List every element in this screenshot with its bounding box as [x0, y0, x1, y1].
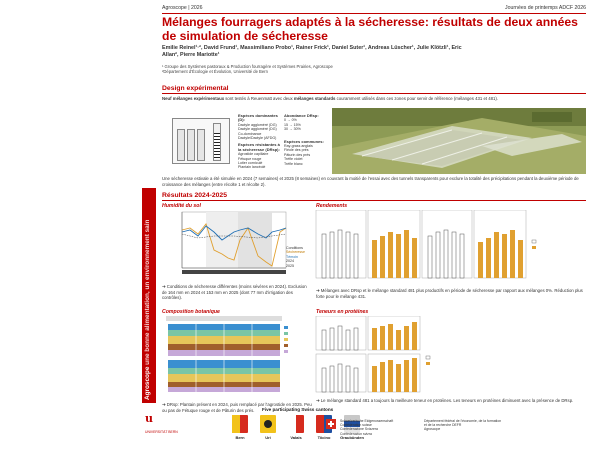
legend-item: Lotier corniculé [238, 161, 263, 166]
federal-line: Confederaziun svizra [340, 431, 372, 436]
legend-item: Trèfle blanc [284, 161, 303, 166]
unibe-logo-text: UNIVERSITÄT BERN [145, 430, 178, 434]
federal-line: Confédération suisse [340, 423, 372, 428]
proteines-bullet: ➔ Le mélange standard 481 a toujours la meilleure teneur en protéines. Les teneurs en protéines diminuent avec la présence de DRsp. [316, 398, 574, 403]
org-label: Agroscope | 2026 [162, 5, 203, 11]
legend-item: 2025 [286, 263, 294, 268]
agroscope-tagline: une bonne alimentation, un environnement sain [144, 219, 151, 365]
composition-legend [284, 326, 288, 353]
legend-item: 15 → 15% [284, 122, 301, 127]
legend-head-r: Espèces résistantes à la sécheresse (DRsp): [238, 142, 280, 152]
proteines-chart [314, 316, 586, 394]
field-photo-svg [332, 108, 586, 174]
event-label: Journées de printemps ADCF 2026 [504, 5, 586, 11]
poster-title: Mélanges fourragers adaptés à la sécheresse: résultats de deux années de simulation de sécheresse [162, 15, 578, 43]
proteines-heading: Teneurs en protéines [316, 309, 369, 315]
legend-item: Dactyle/Dactyle (AFDG) [238, 136, 277, 141]
composition-strip [166, 316, 282, 321]
agroscope-wordmark: Agroscope [144, 366, 151, 400]
legend-head-a: Abondance DRsp: [284, 113, 319, 118]
diagram-column [187, 129, 195, 161]
canton-label: Tiicino [317, 435, 331, 440]
rendements-chart [314, 210, 586, 284]
unibe-logo: u [145, 412, 153, 425]
federal-line: et de la recherche DEFR [424, 423, 462, 428]
legend-item: 30 → 30% [284, 127, 301, 132]
design-intro [162, 96, 582, 102]
humidity-legend [286, 246, 310, 268]
canton-label: Uri [265, 435, 271, 440]
legend-item: Agrostide capillaire [238, 152, 269, 157]
canton-label: Bern [235, 435, 245, 440]
canton-label: Valais [290, 435, 302, 440]
legend-item: Dactyle aggloméré (DG) [238, 127, 277, 132]
mix-legend-dominant [238, 114, 282, 170]
bern-crest-icon [232, 415, 248, 440]
authors: Emilie Reinel¹·², David Frund¹, Massimiliano Probo¹, Rainer Frick¹, Daniel Suter¹, Andreas Lüscher¹, Julie Klötzli¹, Eric Allan², Pierre Mariotte¹ [162, 45, 462, 58]
affiliation-1: ¹ Groupe des Systèmes pastoraux & Production fourragère et Systèmes Prairies, Agroscope [162, 64, 333, 69]
brand-band-text [144, 220, 151, 400]
diagram-column [177, 129, 185, 161]
federal-line: Département fédéral de l’économie, de la formation [424, 419, 502, 423]
legend-item: Co-dominance [238, 131, 262, 136]
drought-period-2025 [238, 212, 272, 268]
intro-bold: Neuf mélanges expérimentaux [162, 96, 225, 101]
canton-label: Graubünden [340, 435, 364, 440]
uri-crest-icon [260, 415, 276, 440]
legend-item: Témoin [286, 254, 298, 259]
mix-legend-abundance [284, 114, 328, 166]
diagram-strata [214, 133, 220, 159]
legend-item: 2024 [286, 259, 294, 264]
partners-heading: Five participating Swiss cantons [262, 407, 334, 412]
legend-item: 0 → 0% [284, 118, 297, 123]
composition-chart [166, 316, 300, 396]
legend-item: Sécheresse [286, 250, 305, 255]
field-photo [332, 108, 586, 174]
affiliations [162, 64, 462, 75]
affiliation-2: ²Département d’Écologie et Évolution, Université de Bern [162, 69, 268, 75]
humidity-bullet: ➔ Conditions de sécheresse différentes (moins sévères en 2024). Exclusion de 164 mm en 2024 et 153 mm en 2025 (dont 77 mm d’irrigation des contrôles). [162, 284, 307, 301]
federal-line: Confederazione Svizzera [340, 427, 378, 432]
drought-text: Une sécheresse estivale a été simulée en 2024 (7 semaines) et 2025 (8 semaines) en couvrant la moitié de l’essai avec des tunnels transparents pour exclure la totalité des précipitations pendant la deuxième période de croissance des mélanges (entre récolte 1 et récolte 2). [162, 176, 579, 187]
header-rule [162, 13, 586, 14]
valais-crest-icon [288, 415, 304, 440]
design-rule [162, 93, 586, 94]
federal-logo [340, 419, 393, 436]
intro-b: couramment utilisés dans ces zones pour servir de référence (mélanges 431 et 481). [335, 96, 499, 101]
legend-item: Ray-grass anglais [284, 144, 313, 149]
timeline-bar [182, 270, 286, 274]
header-meta [162, 5, 586, 11]
legend-item: Trèfle violet [284, 157, 303, 162]
design-diagram [172, 118, 230, 164]
federal-line: Schweizerische Eidgenossenschaft [340, 419, 394, 423]
composition-heading: Composition botanique [162, 309, 220, 315]
legend-item: Dactyle aggloméré (DG) [238, 122, 277, 127]
design-heading: Design expérimental [162, 85, 229, 92]
legend-item: Pâturin des prés [284, 152, 311, 157]
legend-item: Plantain lancéolé [238, 165, 266, 170]
rendements-heading: Rendements [316, 203, 348, 209]
legend-item: Fléole des prés [284, 148, 309, 153]
intro-a: sont testés à Reuenmatt avec deux [224, 96, 294, 101]
federal-line: Agroscope [424, 427, 441, 432]
federal-department [424, 419, 501, 432]
intro-bold2: mélanges standards [293, 96, 336, 101]
rendements-legend [532, 240, 536, 249]
legend-item: Fétuque rouge [238, 156, 262, 161]
humidity-chart [168, 210, 304, 280]
legend-head-c: Espèces communes: [284, 138, 324, 144]
composition-bullet: ➔ DRsp: Plantain présent en 2024, puis remplacé par l’agrostide en 2025. Peu ou pas de Fétuque rouge et de Pâturin des prés. [162, 402, 312, 413]
humidity-heading: Humidité du sol [162, 203, 201, 209]
diagram-column [197, 129, 205, 161]
proteines-legend [426, 356, 430, 365]
rendements-bullet: ➔ Mélanges avec DRsp et le mélange standard 481 plus productifs en période de sécheresse par rapport aux mélanges 0%. Réduction plus forte pour le mélange 431. [316, 288, 583, 299]
results-heading: Résultats 2024-2025 [162, 192, 227, 199]
legend-item: Conditions [286, 246, 303, 250]
results-rule [162, 200, 586, 201]
swiss-flag-icon [326, 419, 336, 429]
legend-head-d: Espèces dominantes (D): [238, 113, 278, 123]
